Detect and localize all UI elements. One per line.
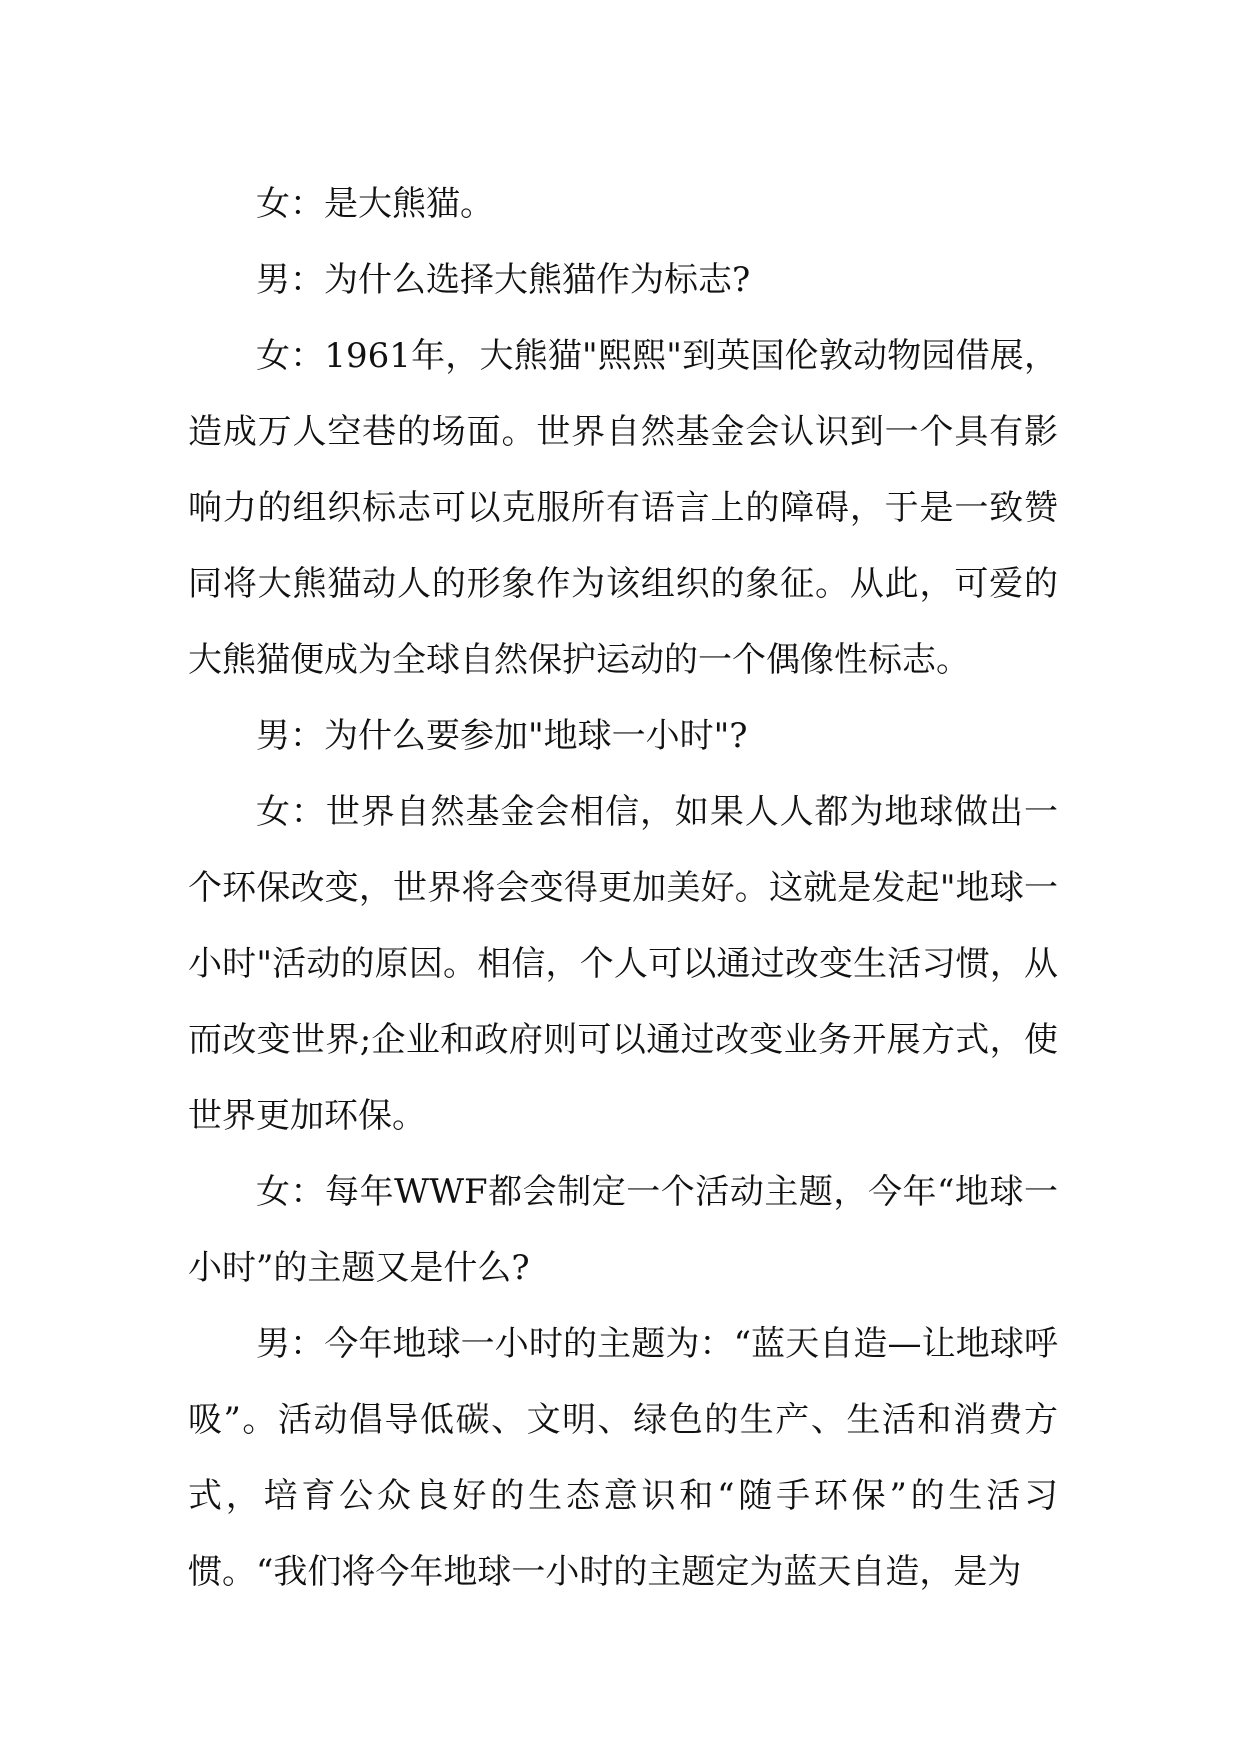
- paragraph: 女：世界自然基金会相信，如果人人都为地球做出一个环保改变，世界将会变得更加美好。这就是发起"地球一小时"活动的原因。相信，个人可以通过改变生活习惯，从而改变世界;企业和政府则可以通过改变业务开展方式，使世界更加环保。: [188, 792, 1058, 1136]
- paragraph: 男：为什么要参加"地球一小时"?: [256, 716, 748, 756]
- paragraph: 女：1961年，大熊猫"熙熙"到英国伦敦动物园借展，造成万人空巷的场面。世界自然基金会认识到一个具有影响力的组织标志可以克服所有语言上的障碍，于是一致赞同将大熊猫动人的形象作为该组织的象征。从此，可爱的大熊猫便成为全球自然保护运动的一个偶像性标志。: [188, 336, 1058, 680]
- paragraph: 男：为什么选择大熊猫作为标志?: [256, 260, 751, 300]
- paragraph: 男：今年地球一小时的主题为：“蓝天自造—让地球呼吸”。活动倡导低碳、文明、绿色的生产、生活和消费方式，培育公众良好的生态意识和“随手环保”的生活习惯。“我们将今年地球一小时的主题定为蓝天自造，是为: [188, 1324, 1058, 1592]
- paragraph: 女：每年WWF都会制定一个活动主题，今年“地球一小时”的主题又是什么?: [188, 1172, 1058, 1288]
- document-body: [188, 166, 1058, 1610]
- paragraph: 女：是大熊猫。: [256, 184, 494, 224]
